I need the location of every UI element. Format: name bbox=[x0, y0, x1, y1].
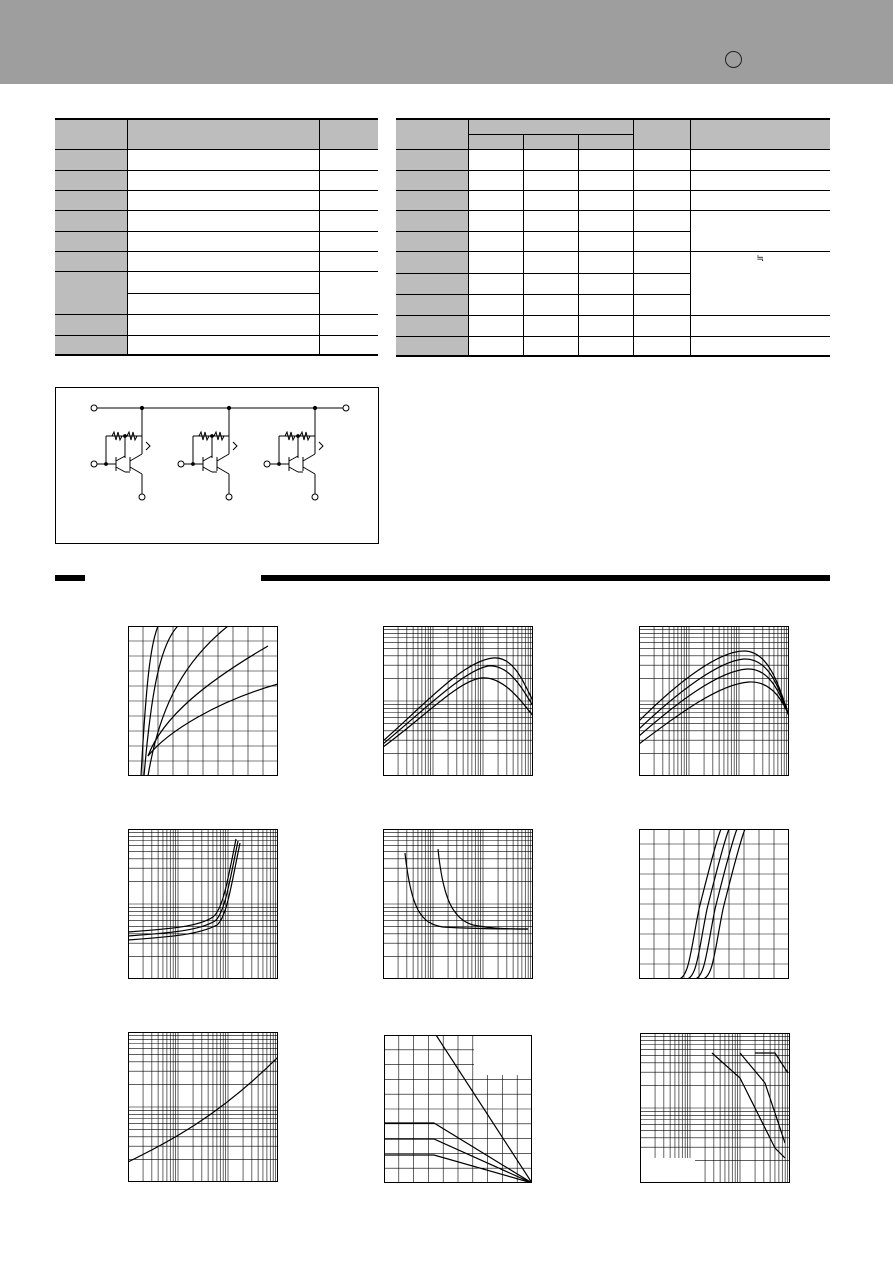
equivalent-circuit-box bbox=[55, 387, 379, 544]
chart-input-characteristics bbox=[639, 829, 789, 979]
grid bbox=[383, 626, 533, 776]
registered-mark-icon bbox=[725, 51, 742, 68]
grid bbox=[128, 1032, 278, 1182]
header-band bbox=[0, 0, 893, 84]
chart-switching-time bbox=[383, 829, 533, 979]
grid bbox=[383, 829, 533, 979]
grid bbox=[128, 829, 278, 979]
chart-output-characteristics bbox=[128, 626, 278, 776]
equivalent-circuit-diagram bbox=[56, 388, 378, 543]
chart-thermal-impedance bbox=[128, 1032, 278, 1182]
chart-saturation-voltage bbox=[128, 829, 278, 979]
chart-dc-current-gain-b bbox=[639, 626, 789, 776]
darlington-stage bbox=[91, 406, 150, 500]
grid bbox=[639, 626, 789, 776]
chart-dc-current-gain-a bbox=[383, 626, 533, 776]
section-bar-long bbox=[261, 575, 830, 581]
chart-safe-operating-area bbox=[640, 1033, 790, 1183]
section-bar-short bbox=[55, 575, 85, 581]
approx-symbol: ≒ bbox=[690, 251, 830, 315]
chart-power-derating bbox=[384, 1035, 534, 1185]
absolute-ratings-table bbox=[55, 118, 378, 356]
electrical-characteristics-table bbox=[396, 118, 830, 357]
